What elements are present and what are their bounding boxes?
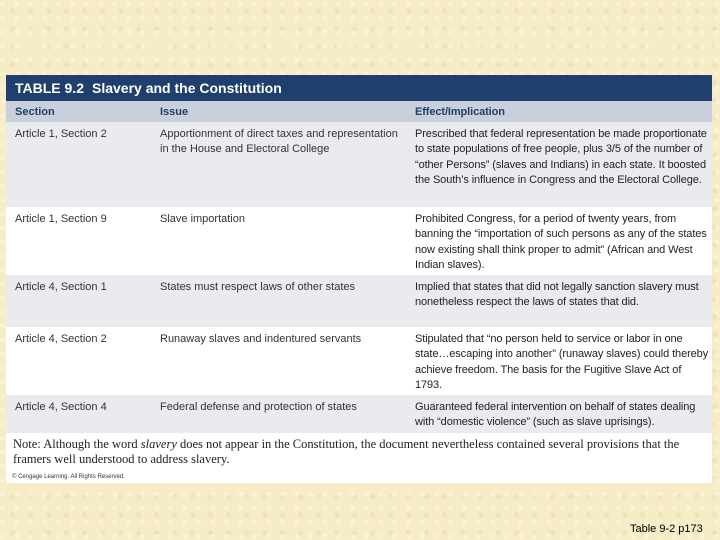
table-row xyxy=(6,122,712,207)
table-number: TABLE 9.2 xyxy=(15,80,84,96)
header-section: Section xyxy=(15,106,55,118)
table-title-bar xyxy=(6,75,712,101)
header-effect: Effect/Implication xyxy=(415,106,505,118)
cell-section: Article 4, Section 1 xyxy=(15,281,107,293)
table-row xyxy=(6,327,712,395)
slide-caption: Table 9-2 p173 xyxy=(630,523,703,535)
cell-issue: Apportionment of direct taxes and representation in the House and Electoral College xyxy=(160,128,398,156)
cell-issue: Federal defense and protection of states xyxy=(160,401,357,413)
cell-effect: Prohibited Congress, for a period of twenty years, from banning the “importation of such persons as any of the states now existing shall think proper to admit” (African and West Indian slaves). xyxy=(415,213,707,271)
cell-section: Article 4, Section 2 xyxy=(15,333,107,345)
table-header-row xyxy=(6,101,712,122)
cell-effect: Implied that states that did not legally sanction slavery must nonetheless respect the laws of states that did. xyxy=(415,281,699,309)
cell-effect: Guaranteed federal intervention on behalf of states dealing with “domestic violence” (such as slave uprisings). xyxy=(415,401,696,429)
cell-effect: Stipulated that “no person held to service or labor in one state…escaping into another” (runaway slaves) could thereby achieve freedom. The basis for the Fugitive Slave Act of 1793. xyxy=(415,333,709,391)
slavery-constitution-table xyxy=(6,75,712,483)
table-row xyxy=(6,275,712,327)
table-title: Slavery and the Constitution xyxy=(91,80,282,96)
cell-issue: Runaway slaves and indentured servants xyxy=(160,333,362,345)
cell-effect: Prescribed that federal representation be made proportionate to state populations of free people, plus 3/5 of the number of “other Persons” (slaves and Indians) in each state. It boosted the South’s influence in Congress and the Electoral College. xyxy=(415,128,707,186)
note-italic-word: slavery xyxy=(140,437,177,451)
table-row xyxy=(6,207,712,275)
cell-section: Article 1, Section 2 xyxy=(15,128,107,140)
cell-issue: States must respect laws of other states xyxy=(160,281,356,293)
note-text-end: does not appear in the Constitution, the document nevertheless contained several provisions that the framers well understood to address slavery. xyxy=(13,437,680,466)
cell-issue: Slave importation xyxy=(160,213,245,225)
note-text-start: Note: Although the word xyxy=(13,437,141,451)
table-note xyxy=(13,437,707,467)
cell-section: Article 4, Section 4 xyxy=(15,401,107,413)
copyright-line: © Cengage Learning. All Rights Reserved. xyxy=(12,474,125,480)
cell-section: Article 1, Section 9 xyxy=(15,213,107,225)
table-row xyxy=(6,395,712,433)
header-issue: Issue xyxy=(160,106,189,118)
